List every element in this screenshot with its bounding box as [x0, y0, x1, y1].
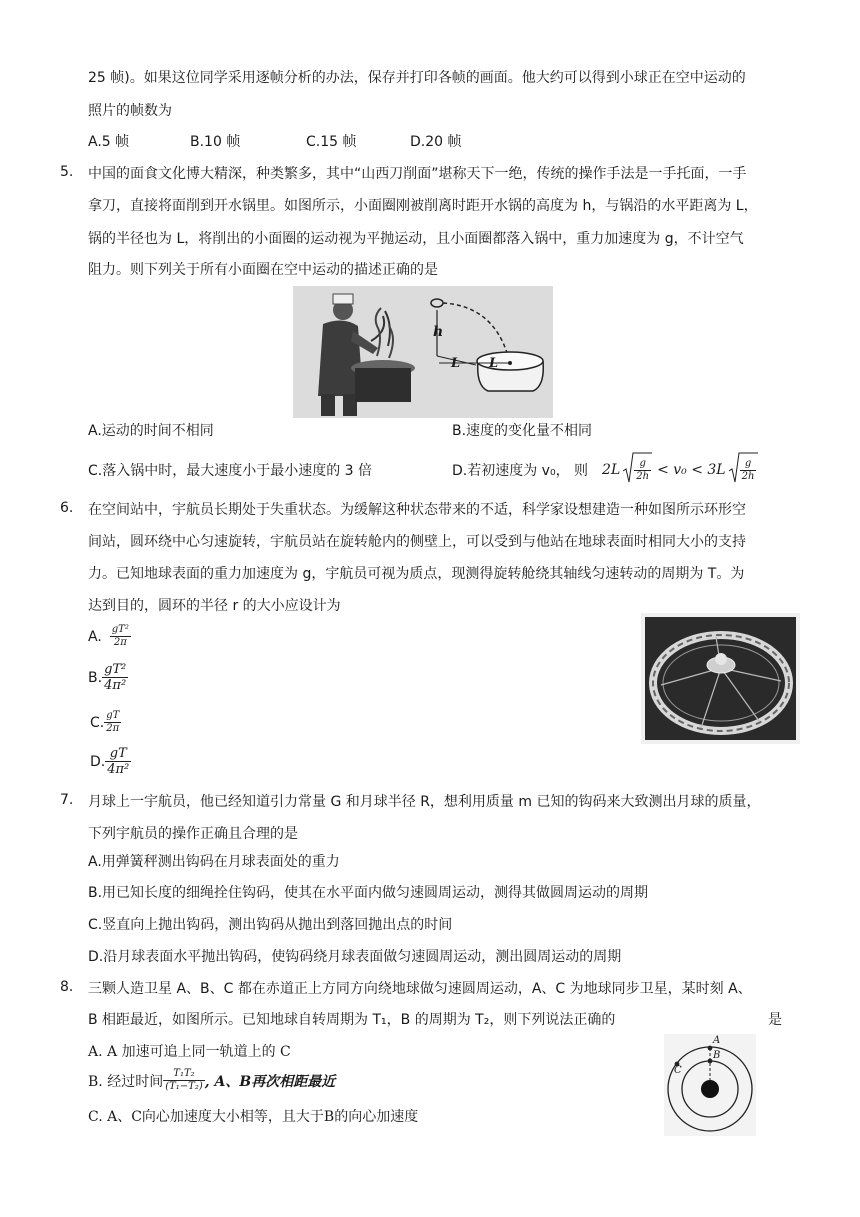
q5-option-d-mid: < v₀ < 3L: [657, 462, 726, 478]
q8-option-a: A. A 加速可追上同一轨道上的 C: [88, 1044, 291, 1060]
q5-text-line-1: 中国的面食文化博大精深，种类繁多，其中“山西刀削面”堪称天下一绝，传统的操作手法是一手托面，一手: [88, 166, 747, 182]
q6-text-line-2: 间站，圆环绕中心匀速旋转，宇航员站在旋转舱内的侧壁上，可以受到与他站在地球表面时相同大小的支持: [88, 534, 746, 550]
space-station-photo: [641, 613, 800, 744]
label-A: A: [713, 1035, 721, 1046]
q4-text-line-2: 照片的帧数为: [88, 103, 172, 119]
satellite-orbit-figure: [664, 1034, 756, 1136]
q6-option-a-label: A.: [88, 628, 102, 645]
q7-number: 7.: [60, 792, 74, 808]
q6-option-d-label: D.: [90, 753, 106, 770]
q6-text-line-3: 力。已知地球表面的重力加速度为 g，宇航员可视为质点，现测得旋转舱绕其轴线匀速转动的周期为 T。为: [88, 566, 745, 582]
q8-text-line-2-end: 是: [768, 1012, 782, 1028]
label-h: h: [433, 324, 444, 340]
q7-option-b: B.用已知长度的细绳拴住钩码，使其在水平面内做匀速圆周运动，测得其做圆周运动的周期: [88, 885, 649, 901]
q5-option-d-prefix: D.若初速度为 v₀， 则: [452, 463, 589, 479]
q5-text-line-2: 拿刀，直接将面削到开水锅里。如图所示，小面圈刚被削离时距开水锅的高度为 h，与锅沿的水平距离为 L，: [88, 198, 758, 214]
q8-text-line-2: B 相距最近，如图所示。已知地球自转周期为 T₁，B 的周期为 T₂，则下列说法正确的: [88, 1012, 616, 1028]
q6-option-a-fraction: $\frac{\text{gT²}}{2\pi}$: [111, 624, 129, 648]
q5-option-c: C.落入锅中时，最大速度小于最小速度的 3 倍: [88, 463, 373, 479]
label-B: B: [713, 1050, 721, 1061]
q7-option-a: A.用弹簧秤测出钩码在月球表面处的重力: [88, 854, 340, 870]
q6-option-b: [88, 662, 128, 693]
q5-option-a: A.运动的时间不相同: [88, 423, 214, 439]
q5-option-b: B.速度的变化量不相同: [452, 423, 593, 439]
q8-option-c: C. A、C向心加速度大小相等，且大于B的向心加速度: [88, 1109, 419, 1125]
label-C: C: [674, 1065, 682, 1076]
q8-number: 8.: [60, 979, 74, 995]
q6-option-c-fraction: $\frac{gT}{2\pi}$: [106, 710, 120, 734]
frac-g-over-2h-2: $\frac{g}{2h}$: [741, 457, 755, 482]
frac-g-over-2h-1: $\frac{g}{2h}$: [636, 457, 650, 482]
noodle-cutting-figure: [293, 286, 553, 418]
q6-text-line-4: 达到目的，圆环的半径 r 的大小应设计为: [88, 598, 341, 614]
q4-option-c: C.15 帧: [306, 134, 357, 150]
q6-option-a: [88, 624, 131, 649]
q6-option-b-label: B.: [88, 669, 103, 686]
q5-option-d-left: 2L: [602, 462, 621, 478]
label-L-horizontal: L: [451, 356, 461, 371]
q5-option-d: [452, 452, 756, 488]
q6-option-c: [90, 710, 121, 735]
q6-option-d-fraction: $\frac{gT}{\text{4π²}}$: [107, 746, 130, 777]
q7-text-line-2: 下列宇航员的操作正确且合理的是: [88, 826, 298, 842]
q8-option-b-fraction: $\frac{\text{T₁T₂}}{\text{(T₁−T₂)}}$: [165, 1068, 203, 1092]
q8-text-line-1: 三颗人造卫星 A、B、C 都在赤道正上方同方向绕地球做匀速圆周运动，A、C 为地球同步卫星，某时刻 A、: [88, 981, 752, 997]
q4-option-b: B.10 帧: [190, 134, 241, 150]
q6-text-line-1: 在空间站中，宇航员长期处于失重状态。为缓解这种状态带来的不适，科学家设想建造一种如图所示环形空: [88, 502, 746, 518]
q4-option-d: D.20 帧: [410, 134, 462, 150]
q5-text-line-4: 阻力。则下列关于所有小面圈在空中运动的描述正确的是: [88, 262, 438, 278]
label-L-radius: L: [489, 356, 499, 371]
q5-number: 5.: [60, 164, 74, 180]
q6-option-c-label: C.: [90, 714, 105, 731]
q4-option-a: A.5 帧: [88, 134, 130, 150]
q5-text-line-3: 锅的半径也为 L，将削出的小面圈的运动视为平抛运动，且小面圈都落入锅中，重力加速度为 g，不计空气: [88, 231, 744, 247]
q8-option-b-suffix: , A、B再次相距最近: [204, 1073, 336, 1090]
q6-number: 6.: [60, 500, 74, 516]
q8-option-b-prefix: B. 经过时间: [88, 1073, 164, 1090]
q6-option-b-fraction: $\frac{\text{gT²}}{\text{4π²}}$: [104, 662, 127, 693]
q7-option-c: C.竖直向上抛出钩码，测出钩码从抛出到落回抛出点的时间: [88, 917, 453, 933]
q8-option-b: [88, 1068, 335, 1093]
q6-option-d: [90, 746, 131, 777]
q4-text-line-1: 25 帧)。如果这位同学采用逐帧分析的办法，保存并打印各帧的画面。他大约可以得到小球正在空中运动的: [88, 70, 746, 86]
q7-text-line-1: 月球上一宇航员，他已经知道引力常量 G 和月球半径 R，想利用质量 m 已知的钩码来大致测出月球的质量，: [88, 794, 761, 810]
q7-option-d: D.沿月球表面水平抛出钩码，使钩码绕月球表面做匀速圆周运动，测出圆周运动的周期: [88, 949, 622, 965]
